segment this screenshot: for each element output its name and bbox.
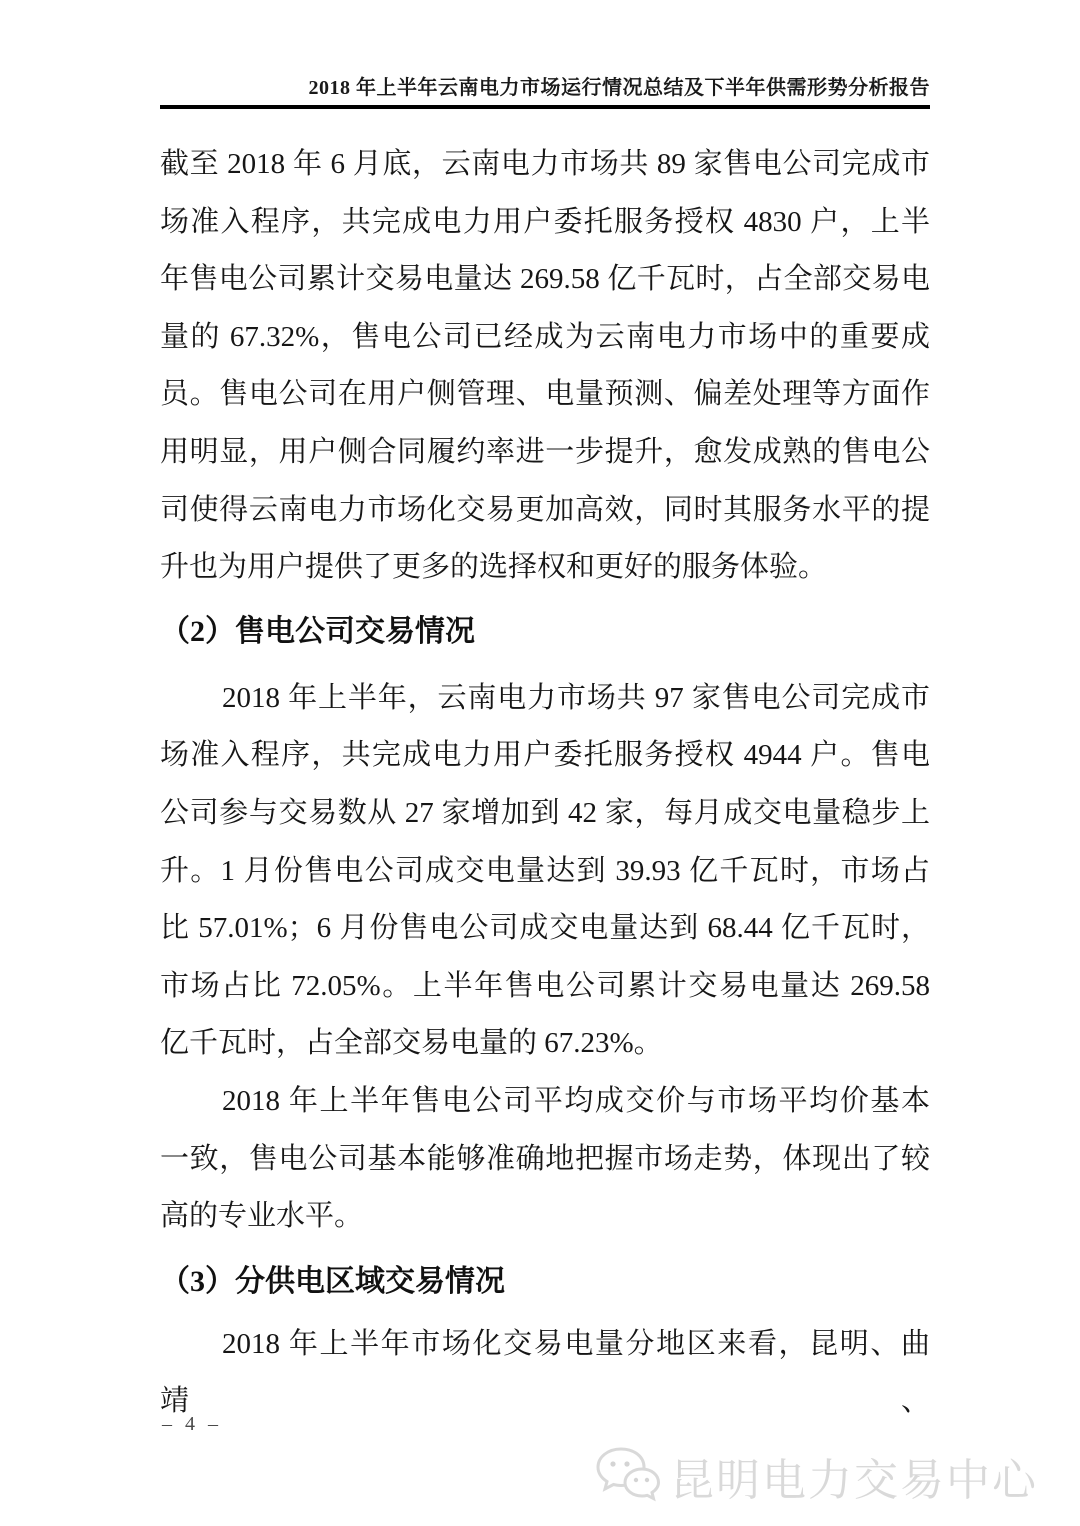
watermark-label: 昆明电力交易中心	[670, 1456, 1038, 1505]
body-text-line: 高的专业水平。	[160, 1200, 364, 1233]
running-header-title: 2018 年上半年云南电力市场运行情况总结及下半年供需形势分析报告	[308, 77, 930, 99]
paragraph-3	[160, 1073, 930, 1246]
body-text-line: 员。售电公司在用户侧管理、电量预测、偏差处理等方面作	[160, 378, 930, 411]
body-text-line: 场准入程序，共完成电力用户委托服务授权 4830 户，上半	[160, 205, 930, 238]
section-heading-2: （2）售电公司交易情况	[160, 614, 475, 648]
body-text-line: 市场占比 72.05%。上半年售电公司累计交易电量达 269.58	[160, 969, 930, 1002]
body-text-line: 司使得云南电力市场化交易更加高效，同时其服务水平的提	[160, 493, 930, 526]
body-text-line: 场准入程序，共完成电力用户委托服务授权 4944 户。售电	[160, 739, 930, 772]
section-heading-3: （3）分供电区域交易情况	[160, 1264, 505, 1298]
wechat-icon	[594, 1445, 660, 1508]
header-rule	[160, 105, 930, 109]
paragraph-2	[160, 670, 930, 1073]
publisher-watermark	[594, 1444, 1038, 1508]
body-text-line: 截至 2018 年 6 月底，云南电力市场共 89 家售电公司完成市	[160, 148, 930, 180]
body-text-line: 年售电公司累计交易电量达 269.58 亿千瓦时，占全部交易电	[160, 263, 930, 296]
paragraph-4	[160, 1316, 930, 1431]
paragraph-1	[160, 136, 930, 597]
body-text-line: 2018 年上半年，云南电力市场共 97 家售电公司完成市	[222, 681, 930, 714]
body-text-line: 比 57.01%；6 月份售电公司成交电量达到 68.44 亿千瓦时，	[160, 912, 930, 945]
body-text-line: 升。1 月份售电公司成交电量达到 39.93 亿千瓦时，市场占	[160, 854, 930, 887]
body-text-line: 公司参与交易数从 27 家增加到 42 家，每月成交电量稳步上	[160, 796, 930, 829]
body-text-line: 一致，售电公司基本能够准确地把握市场走势，体现出了较	[160, 1142, 930, 1175]
body-text-line: 亿千瓦时，占全部交易电量的 67.23%。	[160, 1027, 663, 1060]
body-text-line: 升也为用户提供了更多的选择权和更好的服务体验。	[160, 551, 828, 584]
body-text-line: 2018 年上半年市场化交易电量分地区来看，昆明、曲靖、	[160, 1327, 930, 1418]
body-text-line: 用明显，用户侧合同履约率进一步提升，愈发成熟的售电公	[160, 435, 930, 468]
body-text-line: 量的 67.32%，售电公司已经成为云南电力市场中的重要成	[160, 320, 930, 353]
body-text-line: 2018 年上半年售电公司平均成交价与市场平均价基本	[222, 1084, 930, 1117]
page-number: – 4 –	[162, 1413, 222, 1435]
content-area	[160, 0, 930, 1431]
